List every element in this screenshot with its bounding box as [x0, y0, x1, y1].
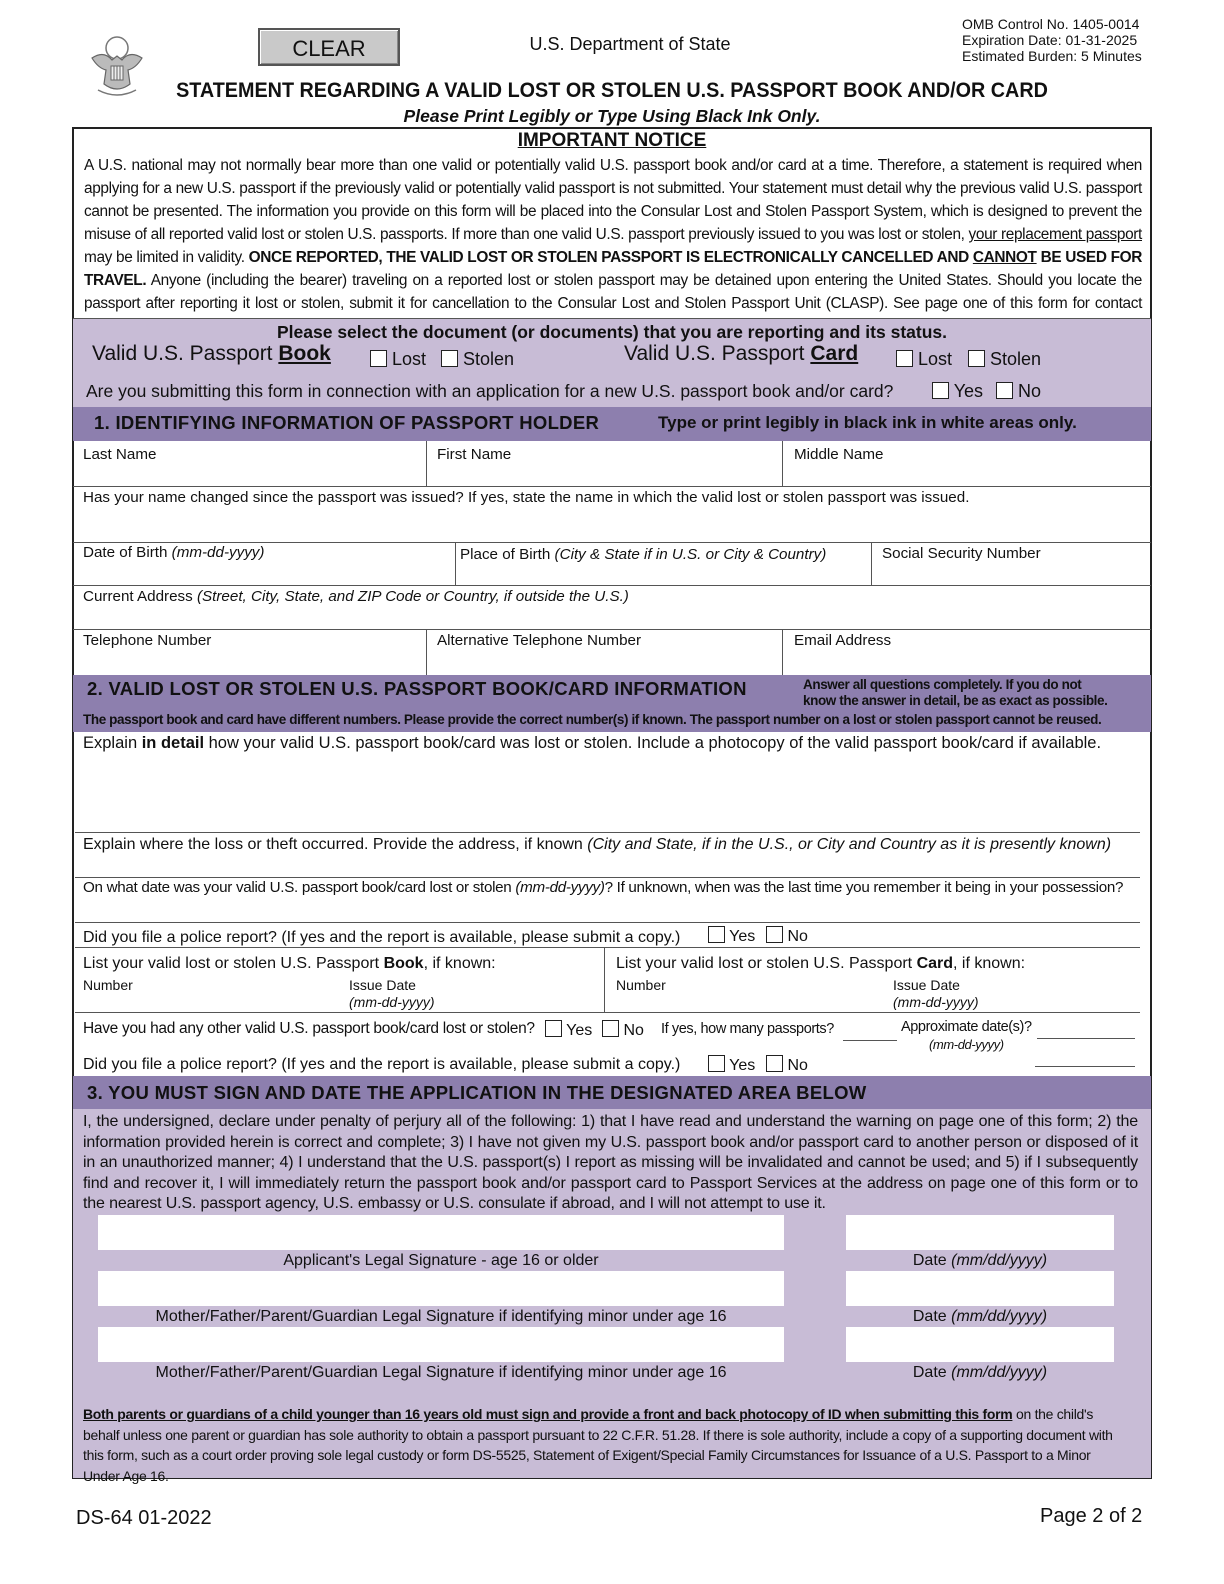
section2-instruction-line: know the answer in detail, be as exact as possible.	[803, 693, 1108, 708]
omb-control: OMB Control No. 1405-0014	[962, 16, 1140, 32]
book-list-bold: Book	[383, 955, 424, 972]
book-lost-checkbox[interactable]	[370, 350, 387, 367]
notice-text-part: A U.S. national may not normally bear more than one valid or potentially valid U.S. passport book and/or card at a time. Therefore, a statement is required when applying for a new U.S. passport if the previously valid or potentially valid passport is not submitted. Your statement must detail why the previous valid U.S. passport cannot be presented. The information you provide on this form will be placed into the Consular Lost and Stolen Passport System, which is designed to prevent the misuse of all reported valid lost or stolen U.S. passports. If more than one valid U.S. passport previously issued to you was lost or stolen,	[84, 157, 1142, 243]
police2-no-option[interactable]	[766, 1055, 808, 1075]
notice-warning: ONCE REPORTED, THE VALID LOST OR STOLEN PASSPORT IS ELECTRONICALLY CANCELLED AND	[248, 249, 973, 266]
application-yes-checkbox[interactable]	[932, 382, 949, 399]
parent1-signature-label: Mother/Father/Parent/Guardian Legal Signature if identifying minor under age 16	[155, 1308, 727, 1325]
application-no-checkbox[interactable]	[996, 382, 1013, 399]
book-stolen-label: Stolen	[463, 349, 515, 369]
when-text: ? If unknown, when was the last time you remember it being in your possession?	[604, 879, 1124, 896]
section2-title: 2. VALID LOST OR STOLEN U.S. PASSPORT BOOK/CARD INFORMATION	[87, 678, 747, 699]
book-issue-date-label	[349, 977, 435, 1011]
card-lost-option[interactable]	[896, 349, 952, 370]
police-yes-option[interactable]	[708, 926, 755, 946]
card-list-bold: Card	[916, 955, 954, 972]
applicant-date-field[interactable]	[846, 1215, 1114, 1250]
section1-title: 1. IDENTIFYING INFORMATION OF PASSPORT HOLDER	[94, 412, 600, 433]
application-yes-label: Yes	[953, 381, 984, 401]
notice-text	[84, 154, 1142, 338]
numbers-note: The passport book and card have different numbers. Please provide the correct number(s) if known. The passport number on a lost or stolen passport cannot be reused.	[83, 712, 1102, 727]
divider	[73, 629, 1151, 630]
last-name-label: Last Name	[83, 446, 157, 463]
police-no-checkbox[interactable]	[766, 926, 783, 943]
application-question: Are you submitting this form in connection with an application for a new U.S. passport book and/or card?	[86, 381, 894, 401]
estimated-burden: Estimated Burden: 5 Minutes	[962, 48, 1142, 64]
divider	[73, 585, 1151, 586]
book-lost-label: Lost	[392, 349, 427, 369]
police2-yes-option[interactable]	[708, 1055, 755, 1075]
parental-requirement-bold: Both parents or guardians of a child younger than 16 years old must sign and provide a front and back photocopy of ID when submitting this form	[83, 1406, 1013, 1422]
parent1-date-field[interactable]	[846, 1271, 1114, 1306]
police-no-option[interactable]	[766, 926, 808, 946]
police-report-label: Did you file a police report? (If yes and the report is available, please submit a copy.)	[83, 929, 681, 946]
date-text: Date	[912, 1364, 952, 1381]
parent2-signature-field[interactable]	[98, 1327, 784, 1362]
other-lost-no-label: No	[623, 1022, 644, 1039]
expiration-date: Expiration Date: 01-31-2025	[962, 32, 1138, 48]
application-no-label: No	[1018, 381, 1042, 401]
other-lost-yes-option[interactable]	[545, 1020, 592, 1040]
explain-text: Explain	[83, 734, 142, 752]
divider	[455, 543, 456, 586]
when-label	[83, 879, 1123, 896]
divider	[75, 1012, 1140, 1013]
explain-bold: in detail	[141, 734, 205, 752]
application-no-option[interactable]	[996, 381, 1041, 402]
email-label: Email Address	[794, 632, 892, 649]
approx-date-label	[901, 1018, 1032, 1054]
when-text: On what date was your valid U.S. passport book/card lost or stolen	[83, 879, 516, 896]
parental-requirement-note	[83, 1404, 1128, 1486]
notice-text-underlined: your replacement passport	[968, 226, 1142, 243]
book-word: Book	[278, 342, 331, 365]
divider	[75, 877, 1140, 878]
divider	[871, 543, 872, 586]
parent1-signature-field[interactable]	[98, 1271, 784, 1306]
applicant-date-label	[846, 1252, 1114, 1270]
passport-card-label	[624, 342, 858, 366]
pob-label	[460, 546, 826, 563]
approx-text: Approximate date(s)?	[901, 1019, 1032, 1035]
divider	[73, 486, 1151, 487]
card-stolen-label: Stolen	[990, 349, 1042, 369]
book-stolen-option[interactable]	[441, 349, 514, 370]
police-report-2-label: Did you file a police report? (If yes and the report is available, please submit a copy.)	[83, 1056, 681, 1073]
address-format: (Street, City, State, and ZIP Code or Country, if outside the U.S.)	[196, 588, 629, 605]
page-number: Page 2 of 2	[1040, 1505, 1143, 1527]
other-lost-label: Have you had any other valid U.S. passport book/card lost or stolen?	[83, 1020, 535, 1037]
first-name-label: First Name	[437, 446, 512, 463]
passport-book-label	[92, 342, 331, 366]
where-text: Explain where the loss or theft occurred. Provide the address, if known	[83, 836, 588, 853]
form-id: DS-64 01-2022	[76, 1507, 212, 1529]
other-lost-yes-label: Yes	[566, 1022, 593, 1039]
dob-text: Date of Birth	[83, 544, 172, 561]
police2-yes-label: Yes	[729, 1057, 756, 1074]
section2-instruction	[803, 677, 1107, 709]
phone-label: Telephone Number	[83, 632, 212, 649]
declaration-text: I, the undersigned, declare under penalty of perjury all of the following: 1) that I have read and understand the warning on page one of this form; 2) the information provided herein is correct and complete; 3) I have not given my U.S. passport book and/or passport card to another person or disposed of it in an unauthorized manner; 4) I understand that the U.S. passport(s) I report as missing will be invalidated and cannot be used; and 5) if I subsequently find and recover it, I will immediately return the passport book and/or passport card to Passport Services at the address on page one of this form or to the nearest U.S. passport agency, U.S. embassy or U.S. consulate if abroad, and I will not attempt to use it.	[83, 1113, 1138, 1212]
other-lost-no-checkbox[interactable]	[602, 1020, 619, 1037]
dob-format: (mm-dd-yyyy)	[171, 544, 265, 561]
book-list-text: , if known:	[423, 955, 496, 972]
where-format: (City and State, if in the U.S., or City and Country as it is presently known)	[587, 836, 1112, 853]
card-number-label: Number	[616, 977, 666, 993]
middle-name-label: Middle Name	[794, 446, 884, 463]
issue-date-format: (mm-dd-yyyy)	[893, 994, 979, 1010]
applicant-signature-field[interactable]	[98, 1215, 784, 1250]
card-lost-label: Lost	[918, 349, 953, 369]
address-label	[83, 588, 629, 605]
when-format: (mm-dd-yyyy)	[515, 879, 605, 896]
card-list-text: , if known:	[953, 955, 1026, 972]
date-text: Date	[912, 1252, 952, 1269]
form-subtitle: Please Print Legibly or Type Using Black Ink Only.	[403, 106, 821, 126]
notice-text-part: Anyone (including the bearer) traveling on a reported lost or stolen passport may be detained upon entering the United States. Should you locate the passport after reporting it lost or stolen, submit it for cancellation to the Consular Lost and Stolen Passport Unit (CLASP). See page one of this form for contact	[84, 272, 1142, 312]
police2-no-checkbox[interactable]	[766, 1055, 783, 1072]
explain-label	[83, 734, 1101, 753]
book-number-label: Number	[83, 977, 133, 993]
applicant-signature-label: Applicant's Legal Signature - age 16 or older	[283, 1252, 599, 1269]
divider	[604, 948, 605, 1012]
card-word: Card	[810, 342, 859, 365]
card-stolen-option[interactable]	[968, 349, 1041, 370]
book-stolen-checkbox[interactable]	[441, 350, 458, 367]
other-lost-no-option[interactable]	[602, 1020, 644, 1040]
divider	[782, 441, 783, 487]
alt-phone-label: Alternative Telephone Number	[437, 632, 642, 649]
police-yes-checkbox[interactable]	[708, 926, 725, 943]
issue-date-text: Issue Date	[349, 977, 416, 993]
police2-yes-checkbox[interactable]	[708, 1055, 725, 1072]
omb-info	[962, 16, 1142, 64]
parental-requirement-text: on the child's behalf unless one parent or guardian has sole authority to obtain a passport pursuant to 22 C.F.R. 51.28. If there is sole authority, include a copy of a supporting document with this form, such as a court order proving sole legal custody or form DS-5525, Statement of Exigent/Special Family Circumstances for Issuance of a U.S. Passport to a Minor Under Age 16.	[83, 1406, 1113, 1484]
date-format: (mm/dd/yyyy)	[951, 1364, 1048, 1381]
section2-instruction-line: Answer all questions completely. If you do not	[803, 677, 1082, 692]
card-issue-date-label	[893, 977, 979, 1011]
card-list-text: List your valid lost or stolen U.S. Passport	[616, 955, 917, 972]
selection-title: Please select the document (or documents) that you are reporting and its status.	[277, 322, 947, 342]
how-many-label: If yes, how many passports?	[661, 1021, 834, 1037]
notice-text-part: may be limited in validity.	[84, 249, 249, 266]
divider	[73, 318, 1151, 319]
application-yes-option[interactable]	[932, 381, 983, 402]
divider	[73, 542, 1151, 543]
parent2-signature-label: Mother/Father/Parent/Guardian Legal Signature if identifying minor under age 16	[155, 1364, 727, 1381]
police-yes-label: Yes	[729, 928, 756, 945]
explain-text: how your valid U.S. passport book/card was lost or stolen. Include a photocopy of the valid passport book/card if available.	[204, 734, 1102, 752]
police2-no-label: No	[787, 1057, 808, 1074]
approx-date-input[interactable]	[1037, 1038, 1135, 1039]
form-title: STATEMENT REGARDING A VALID LOST OR STOLEN U.S. PASSPORT BOOK AND/OR CARD	[176, 78, 1048, 102]
date-text: Date	[912, 1308, 952, 1325]
parent2-date-label	[846, 1364, 1114, 1382]
notice-heading: IMPORTANT NOTICE	[517, 130, 707, 151]
section1-instruction: Type or print legibly in black ink in white areas only.	[658, 413, 1077, 432]
card-stolen-checkbox[interactable]	[968, 350, 985, 367]
notice-warning: BE USED FOR TRAVEL.	[84, 249, 1143, 289]
divider	[782, 630, 783, 675]
pob-format: (City & State if in U.S. or City & Country)	[554, 546, 827, 563]
card-lost-checkbox[interactable]	[896, 350, 913, 367]
book-prefix: Valid U.S. Passport	[92, 342, 279, 365]
parent1-date-label	[846, 1308, 1114, 1326]
issue-date-text: Issue Date	[893, 977, 960, 993]
police-no-label: No	[787, 928, 808, 945]
issue-date-format: (mm-dd-yyyy)	[349, 994, 435, 1010]
date-format: (mm/dd/yyyy)	[951, 1252, 1048, 1269]
card-list-label	[616, 955, 1025, 973]
how-many-input[interactable]	[843, 1040, 897, 1041]
where-label	[83, 836, 1111, 854]
dob-label	[83, 544, 264, 561]
section3-title: 3. YOU MUST SIGN AND DATE THE APPLICATION IN THE DESIGNATED AREA BELOW	[87, 1082, 867, 1103]
divider	[426, 630, 427, 675]
divider	[426, 441, 427, 487]
divider	[75, 947, 1140, 948]
department-name: U.S. Department of State	[529, 34, 731, 54]
address-text: Current Address	[83, 588, 197, 605]
date-format: (mm/dd/yyyy)	[951, 1308, 1048, 1325]
divider	[75, 922, 1140, 923]
ssn-label: Social Security Number	[882, 545, 1041, 562]
other-lost-yes-checkbox[interactable]	[545, 1020, 562, 1037]
police2-input[interactable]	[1035, 1066, 1135, 1067]
pob-text: Place of Birth	[460, 546, 555, 563]
clear-button[interactable]: CLEAR	[258, 28, 400, 66]
parent2-date-field[interactable]	[846, 1327, 1114, 1362]
book-list-text: List your valid lost or stolen U.S. Passport	[83, 955, 384, 972]
notice-cannot: CANNOT	[972, 249, 1037, 266]
divider	[75, 832, 1140, 833]
card-prefix: Valid U.S. Passport	[624, 342, 811, 365]
book-list-label	[83, 955, 496, 973]
approx-format: (mm-dd-yyyy)	[928, 1037, 1004, 1052]
name-changed-label: Has your name changed since the passport was issued? If yes, state the name in which the valid lost or stolen passport was issued.	[83, 489, 970, 506]
book-lost-option[interactable]	[370, 349, 426, 370]
